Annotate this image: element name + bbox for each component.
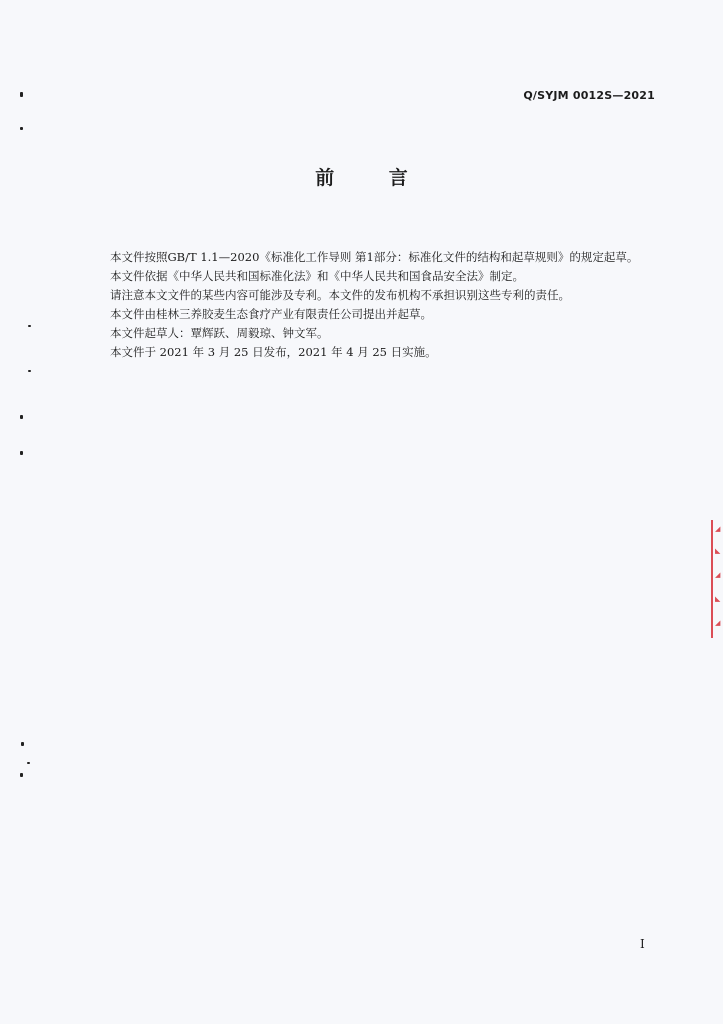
scan-speck (20, 415, 23, 419)
foreword-body (87, 248, 659, 362)
scan-speck (20, 451, 23, 455)
scan-speck (20, 92, 23, 97)
paragraph-proposer: 本文件由桂林三养胶麦生态食疗产业有限责任公司提出并起草。 (110, 307, 432, 321)
page-number: I (640, 937, 645, 951)
scan-speck (21, 742, 24, 746)
scan-speck (28, 325, 31, 327)
paragraph-patent-notice: 请注意本文文件的某些内容可能涉及专利。本文件的发布机构不承担识别这些专利的责任。 (110, 288, 570, 302)
paragraph-drafters: 本文件起草人：覃辉跃、周毅琼、钟文军。 (110, 326, 329, 340)
paragraph-legal-basis: 本文件依据《中华人民共和国标准化法》和《中华人民共和国食品安全法》制定。 (110, 269, 524, 283)
scan-speck (27, 762, 30, 764)
standard-number: Q/SYJM 0012S—2021 (523, 89, 655, 102)
paragraph-drafting-rules: 本文件按照GB/T 1.1—2020《标准化工作导则 第1部分：标准化文件的结构和起草规则》的规定起草。 (110, 250, 639, 264)
red-seal-edge: ◢ ◣ ◢ ◣ ◢ (711, 520, 723, 638)
page-title: 前 言 (315, 167, 432, 189)
paragraph-dates: 本文件于 2021 年 3 月 25 日发布，2021 年 4 月 25 日实施。 (110, 345, 437, 359)
scan-speck (28, 370, 31, 372)
scan-speck (20, 773, 23, 777)
scan-speck (20, 127, 23, 130)
